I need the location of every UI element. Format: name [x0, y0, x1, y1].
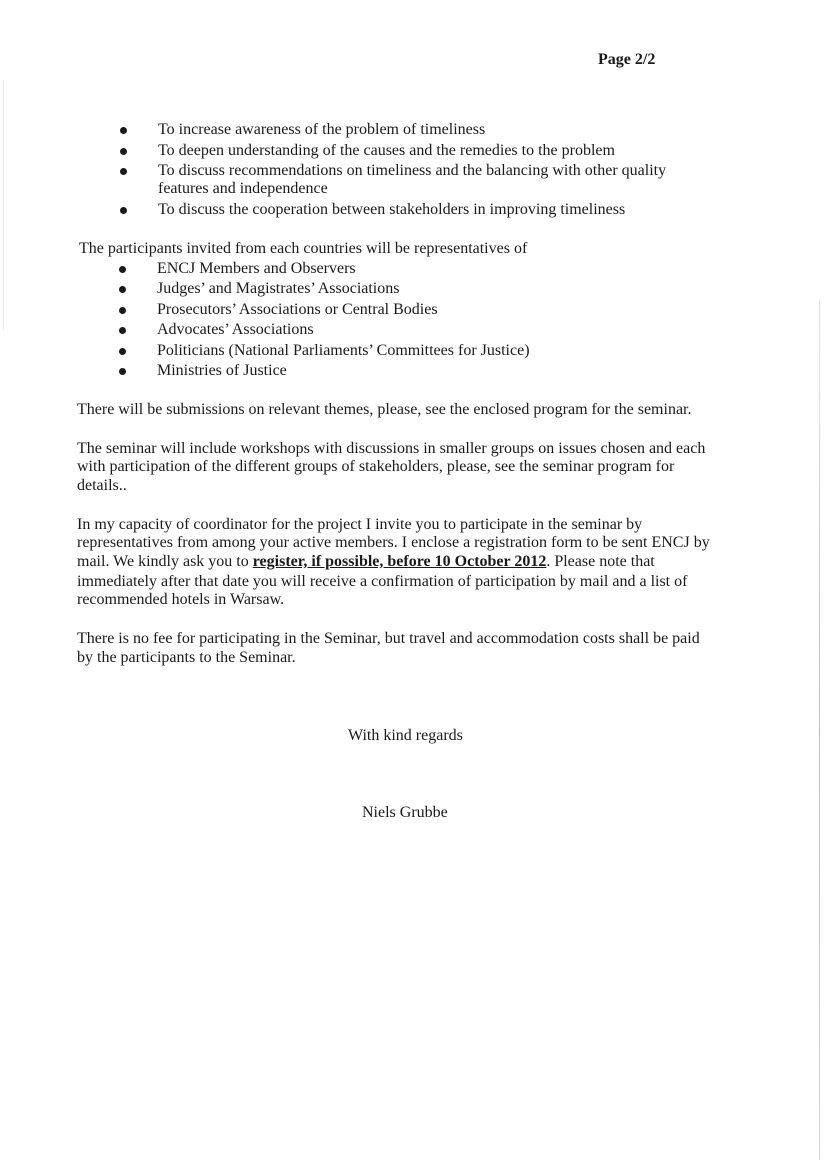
closing-regards: With kind regards — [348, 727, 463, 744]
paragraph-line: details.. — [77, 477, 127, 494]
bullet-icon — [120, 127, 127, 134]
bullet-icon — [119, 348, 126, 355]
bullet-icon — [119, 286, 126, 293]
paragraph-line — [77, 553, 655, 571]
bullet-icon — [119, 266, 126, 273]
participant-item: Advocates’ Associations — [157, 321, 314, 338]
objective-item: To discuss recommendations on timeliness and the balancing with other quality — [158, 162, 667, 179]
participant-item: Ministries of Justice — [157, 362, 287, 379]
bullet-icon — [120, 207, 127, 214]
scan-edge-right — [819, 300, 820, 1160]
paragraph-line: representatives from among your active members. I enclose a registration form to be sent ENCJ by — [77, 534, 710, 551]
scan-edge-left — [3, 80, 4, 330]
submissions-paragraph: There will be submissions on relevant themes, please, see the enclosed program for the seminar. — [77, 401, 692, 418]
paragraph-line: The seminar will include workshops with discussions in smaller groups on issues chosen and each — [77, 440, 706, 457]
text-run: mail. We kindly ask you to — [77, 553, 253, 570]
objective-item: To discuss the cooperation between stakeholders in improving timeliness — [158, 201, 626, 218]
objective-item: To deepen understanding of the causes and the remedies to the problem — [158, 142, 615, 159]
objective-item-continuation: features and independence — [158, 180, 328, 197]
paragraph-line: recommended hotels in Warsaw. — [77, 591, 285, 608]
text-run: . Please note that — [546, 553, 655, 570]
objective-item: To increase awareness of the problem of timeliness — [158, 121, 486, 138]
bullet-icon — [119, 307, 126, 314]
paragraph-line: with participation of the different groups of stakeholders, please, see the seminar program for — [77, 458, 675, 475]
paragraph-line: by the participants to the Seminar. — [77, 649, 296, 666]
registration-deadline: register, if possible, before 10 October 2012 — [252, 553, 547, 570]
paragraph-line: immediately after that date you will receive a confirmation of participation by mail and a list of — [77, 573, 688, 590]
paragraph-line: In my capacity of coordinator for the project I invite you to participate in the seminar by — [77, 516, 643, 533]
paragraph-line: There is no fee for participating in the Seminar, but travel and accommodation costs shall be paid — [77, 630, 700, 647]
bullet-icon — [119, 327, 126, 334]
participant-item: Prosecutors’ Associations or Central Bodies — [157, 301, 438, 318]
participant-item: Politicians (National Parliaments’ Committees for Justice) — [157, 342, 530, 359]
participant-item: ENCJ Members and Observers — [157, 260, 356, 277]
page-number: Page 2/2 — [598, 51, 656, 68]
participant-item: Judges’ and Magistrates’ Associations — [157, 280, 400, 297]
bullet-icon — [120, 148, 127, 155]
participants-intro: The participants invited from each countries will be representatives of — [79, 240, 528, 257]
signature-name: Niels Grubbe — [362, 804, 448, 821]
bullet-icon — [119, 368, 126, 375]
bullet-icon — [120, 168, 127, 175]
